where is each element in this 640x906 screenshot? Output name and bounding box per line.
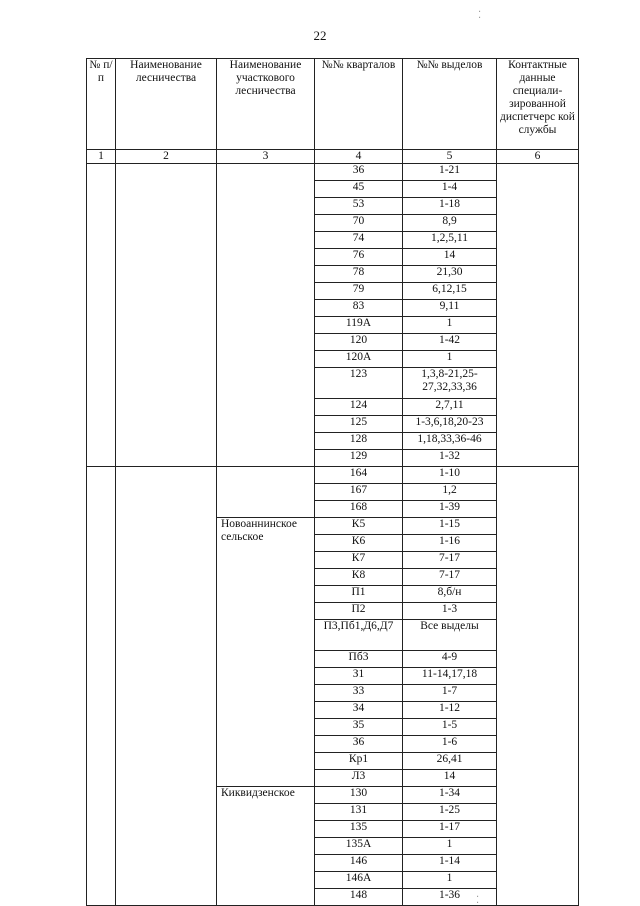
quarter-cell: З5	[315, 719, 403, 736]
allotment-cell: 8,б/н	[403, 586, 497, 603]
allotment-cell: 1-16	[403, 535, 497, 552]
header-cell: Наименование лесничества	[116, 59, 217, 150]
column-number: 1	[87, 150, 116, 164]
allotment-cell: 1-36	[403, 889, 497, 906]
quarter-cell: П3,Пб1,Д6,Д7	[315, 620, 403, 651]
allotment-cell: 1,2	[403, 484, 497, 501]
quarter-cell: 53	[315, 198, 403, 215]
allotment-cell: 1-6	[403, 736, 497, 753]
table-row	[87, 467, 579, 484]
allotment-cell: 6,12,15	[403, 283, 497, 300]
allotment-cell: 21,30	[403, 266, 497, 283]
quarter-cell: З6	[315, 736, 403, 753]
allotment-cell: 1-5	[403, 719, 497, 736]
quarter-cell: Кр1	[315, 753, 403, 770]
quarter-cell: К5	[315, 518, 403, 535]
forestry-table	[86, 58, 579, 906]
allotment-cell: 14	[403, 770, 497, 787]
quarter-cell: 128	[315, 433, 403, 450]
district-cell	[217, 467, 315, 518]
quarter-cell: 36	[315, 164, 403, 181]
quarter-cell: 83	[315, 300, 403, 317]
quarter-cell: 164	[315, 467, 403, 484]
header-cell: №№ выделов	[403, 59, 497, 150]
allotment-cell: 2,7,11	[403, 399, 497, 416]
quarter-cell: К6	[315, 535, 403, 552]
quarter-cell: К8	[315, 569, 403, 586]
num-cell	[87, 467, 116, 906]
allotment-cell: Все выделы	[403, 620, 497, 651]
quarter-cell: 78	[315, 266, 403, 283]
allotment-cell: 1,2,5,11	[403, 232, 497, 249]
header-cell: № п/п	[87, 59, 116, 150]
allotment-cell: 1-3,6,18,20-23	[403, 416, 497, 433]
quarter-cell: 79	[315, 283, 403, 300]
allotment-cell: 7-17	[403, 552, 497, 569]
allotment-cell: 1-4	[403, 181, 497, 198]
quarter-cell: 129	[315, 450, 403, 467]
quarter-cell: 130	[315, 787, 403, 804]
column-number: 6	[497, 150, 579, 164]
column-number: 4	[315, 150, 403, 164]
quarter-cell: 131	[315, 804, 403, 821]
quarter-cell: 168	[315, 501, 403, 518]
column-number: 2	[116, 150, 217, 164]
quarter-cell: П1	[315, 586, 403, 603]
column-number: 5	[403, 150, 497, 164]
quarter-cell: 123	[315, 368, 403, 399]
district-name: Новоаннинское сельское	[217, 518, 315, 787]
quarter-cell: 120	[315, 334, 403, 351]
quarter-cell: 135	[315, 821, 403, 838]
allotment-cell: 1	[403, 838, 497, 855]
quarter-cell: 76	[315, 249, 403, 266]
allotment-cell: 9,11	[403, 300, 497, 317]
allotment-cell: 14	[403, 249, 497, 266]
num-cell	[87, 164, 116, 467]
allotment-cell: 1-21	[403, 164, 497, 181]
allotment-cell: 1-34	[403, 787, 497, 804]
quarter-cell: З3	[315, 685, 403, 702]
quarter-cell: З1	[315, 668, 403, 685]
quarter-cell: 148	[315, 889, 403, 906]
header-cell: Наименование участкового лесничества	[217, 59, 315, 150]
quarter-cell: 45	[315, 181, 403, 198]
allotment-cell: 7-17	[403, 569, 497, 586]
allotment-cell: 1-18	[403, 198, 497, 215]
quarter-cell: П2	[315, 603, 403, 620]
allotment-cell: 4-9	[403, 651, 497, 668]
allotment-cell: 1,3,8-21,25-27,32,33,36	[403, 368, 497, 399]
column-number-row	[87, 150, 579, 164]
allotment-cell: 1-3	[403, 603, 497, 620]
allotment-cell: 1	[403, 351, 497, 368]
quarter-cell: 119А	[315, 317, 403, 334]
header-cell: №№ кварталов	[315, 59, 403, 150]
quarter-cell: К7	[315, 552, 403, 569]
quarter-cell: 125	[315, 416, 403, 433]
page-number: 22	[313, 28, 327, 43]
allotment-cell: 1-14	[403, 855, 497, 872]
quarter-cell: Пб3	[315, 651, 403, 668]
quarter-cell: 74	[315, 232, 403, 249]
allotment-cell: 1-42	[403, 334, 497, 351]
allotment-cell: 1-12	[403, 702, 497, 719]
allotment-cell: 26,41	[403, 753, 497, 770]
allotment-cell: 1-15	[403, 518, 497, 535]
forestry-cell	[116, 467, 217, 906]
allotment-cell: 1-32	[403, 450, 497, 467]
quarter-cell: 167	[315, 484, 403, 501]
allotment-cell: 1-17	[403, 821, 497, 838]
quarter-cell: 135А	[315, 838, 403, 855]
contact-cell	[497, 467, 579, 906]
district-name: Киквидзенское	[217, 787, 315, 906]
header-cell: Контактные данные специали- зированной диспетчерс кой службы	[497, 59, 579, 150]
allotment-cell: 1,18,33,36-46	[403, 433, 497, 450]
quarter-cell: 146А	[315, 872, 403, 889]
quarter-cell: Л3	[315, 770, 403, 787]
header-row	[87, 59, 579, 150]
contact-cell	[497, 164, 579, 467]
quarter-cell: 124	[315, 399, 403, 416]
district-cell	[217, 164, 315, 467]
forestry-cell	[116, 164, 217, 467]
allotment-cell: 1-39	[403, 501, 497, 518]
table-row	[87, 164, 579, 181]
quarter-cell: 146	[315, 855, 403, 872]
quarter-cell: З4	[315, 702, 403, 719]
allotment-cell: 1-25	[403, 804, 497, 821]
allotment-cell: 1-7	[403, 685, 497, 702]
allotment-cell: 1-10	[403, 467, 497, 484]
allotment-cell: 11-14,17,18	[403, 668, 497, 685]
allotment-cell: 1	[403, 317, 497, 334]
column-number: 3	[217, 150, 315, 164]
allotment-cell: 1	[403, 872, 497, 889]
allotment-cell: 8,9	[403, 215, 497, 232]
quarter-cell: 70	[315, 215, 403, 232]
quarter-cell: 120А	[315, 351, 403, 368]
